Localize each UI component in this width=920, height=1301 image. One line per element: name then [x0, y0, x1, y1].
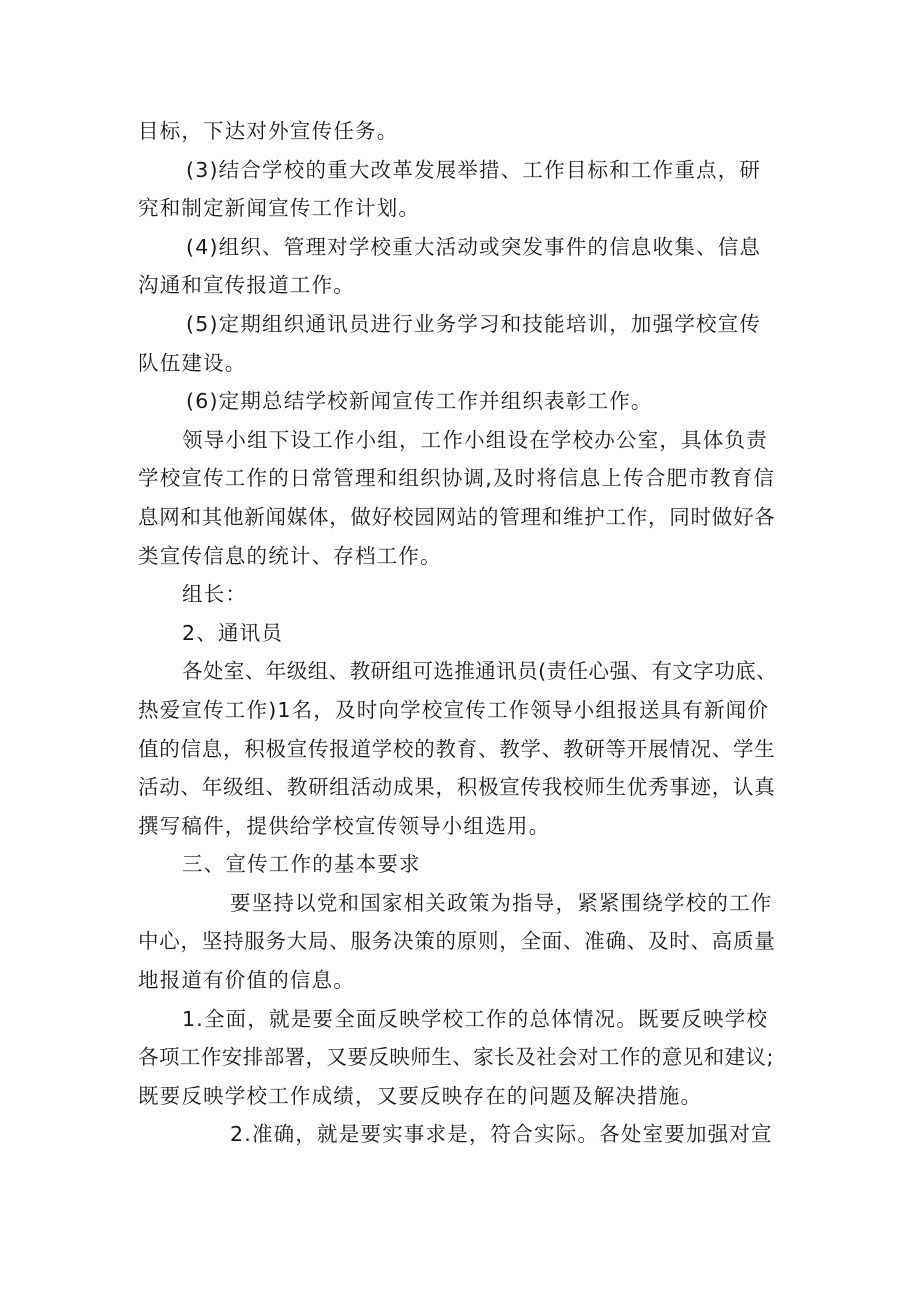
text-line: (3)结合学校的重大改革发展举措、工作目标和工作重点，研 — [186, 157, 762, 182]
text-line: 1.全面，就是要全面反映学校工作的总体情况。既要反映学校 — [182, 1006, 769, 1031]
text-line: 三、宣传工作的基本要求 — [182, 852, 421, 877]
text-line: 既要反映学校工作成绩，又要反映存在的问题及解决措施。 — [138, 1083, 703, 1108]
paragraph-requirements-intro — [138, 884, 778, 1000]
text-line: (4)组织、管理对学校重大活动或突发事件的信息收集、信息 — [186, 234, 762, 259]
text-line: (5)定期组织通讯员进行业务学习和技能培训，加强学校宣传 — [186, 311, 762, 336]
text-line: 值的信息，积极宣传报道学校的教育、教学、教研等开展情况、学生 — [138, 736, 776, 761]
text-line: 类宣传信息的统计、存档工作。 — [138, 543, 442, 568]
paragraph-working-group — [138, 421, 778, 575]
text-line: (6)定期总结学校新闻宣传工作并组织表彰工作。 — [186, 389, 653, 414]
text-line: 热爱宣传工作)1名，及时向学校宣传工作领导小组报送具有新闻价 — [138, 697, 770, 722]
text-line: 地报道有价值的信息。 — [138, 968, 355, 993]
text-line: 撰写稿件，提供给学校宣传领导小组选用。 — [138, 813, 551, 838]
section-heading-correspondent — [138, 614, 778, 653]
text-line: 中心，坚持服务大局、服务决策的原则，全面、准确、及时、高质量 — [138, 929, 776, 954]
paragraph-comprehensive — [138, 1000, 778, 1116]
paragraph-target-continuation — [138, 112, 778, 151]
text-line: 息网和其他新闻媒体，做好校园网站的管理和维护工作，同时做好各 — [138, 504, 776, 529]
text-line: 2.准确，就是要实事求是，符合实际。各处室要加强对宣 — [230, 1122, 773, 1147]
section-heading-requirements — [138, 845, 778, 884]
text-line: 学校宣传工作的日常管理和组织协调,及时将信息上传合肥市教育信 — [138, 466, 776, 491]
paragraph-correspondent — [138, 652, 778, 845]
paragraph-item-4 — [138, 228, 778, 305]
text-line: 队伍建设。 — [138, 350, 247, 375]
document-body — [138, 112, 778, 1154]
text-line: 究和制定新闻宣传工作计划。 — [138, 196, 421, 221]
text-line: 组长： — [182, 582, 248, 607]
text-line: 各处室、年级组、教研组可选推通讯员(责任心强、有文字功底、 — [182, 659, 778, 684]
text-line: 2、通讯员 — [182, 620, 284, 645]
paragraph-item-5 — [138, 305, 778, 382]
paragraph-item-3 — [138, 151, 778, 228]
text-line: 各项工作安排部署，又要反映师生、家长及社会对工作的意见和建议; — [138, 1045, 774, 1070]
text-line: 要坚持以党和国家相关政策为指导，紧紧围绕学校的工作 — [230, 890, 773, 915]
paragraph-accurate — [138, 1115, 778, 1154]
paragraph-item-6 — [138, 382, 778, 421]
text-line: 领导小组下设工作小组，工作小组设在学校办公室，具体负责 — [182, 427, 768, 452]
text-line: 活动、年级组、教研组活动成果，积极宣传我校师生优秀事迹，认真 — [138, 775, 776, 800]
text-line: 沟通和宣传报道工作。 — [138, 273, 355, 298]
text-line: 目标，下达对外宣传任务。 — [138, 119, 399, 143]
paragraph-group-leader — [138, 575, 778, 614]
